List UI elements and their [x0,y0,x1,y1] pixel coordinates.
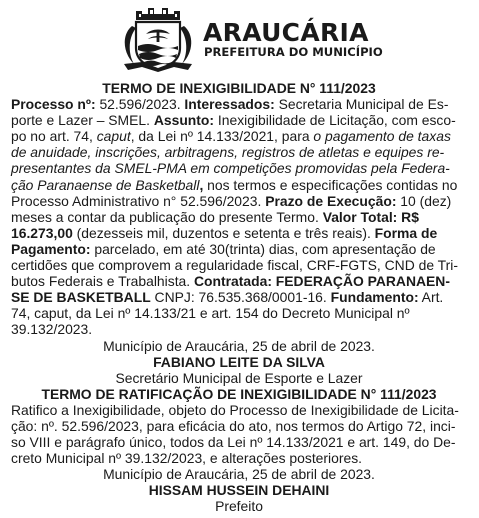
text-run: , [199,176,204,193]
text-line [11,450,467,466]
text-run: ção Paranaense de Basketball [11,176,200,193]
text-run: 16.273,00 [11,224,73,241]
signer-name: HISSAM HUSSEIN DEHAINI [148,482,330,499]
text-run: Forma de [374,224,438,241]
page-header [0,0,479,78]
text-run: 10 (dez) [396,192,452,209]
text-run: de anuidade, inscrições, arbitragens, registros de atletas e equipes re- [11,144,445,161]
text-line [11,241,467,257]
text-run: nos termos e especificações contidas no [203,176,458,193]
text-run: Processo Administrativo n° 52.596/2023. [11,192,266,209]
text-run: Interessados: [184,96,275,113]
signer-role: Secretário Municipal de Esporte e Lazer [115,369,363,386]
logo-title: ARAUCÁRIA [203,18,369,47]
text-run: CNPJ: 76.535.368/0001-16. [150,289,331,306]
document-body [11,80,467,515]
text-run: Art. [418,289,444,306]
signer-name: FABIANO LEITE DA SILVA [153,353,325,370]
text-line [11,434,467,450]
text-line [11,96,467,112]
termo-inexigibilidade-body [11,96,467,337]
logo-subtitle: PREFEITURA DO MUNICÍPIO [204,45,383,59]
text-line [11,257,467,273]
text-run: caput [96,128,131,145]
signer-role: Prefeito [215,498,263,515]
text-run: Ratifico a Inexigibilidade, objeto do Processo de Inexigibilidade de Licita- [11,401,459,418]
text-line [11,273,467,289]
text-run: Valor Total: R$ [322,208,419,225]
text-run: certidões que comprovem a regularidade fiscal, CRF-FGTS, CND de Tri- [11,257,458,274]
text-line [11,305,467,321]
text-run: Contratada: FEDERAÇÃO PARANAEN- [194,273,450,290]
text-run: presentantes da SMEL-PMA em competições promovidas pela Federa- [11,160,450,177]
text-run: meses a contar da publicação do presente Termo. [11,208,323,225]
text-line [11,144,467,160]
text-run: Assunto: [153,112,215,129]
text-line [11,177,467,193]
text-run: parcelado, em até 30(trinta) dias, com apresentação de [90,240,436,257]
text-line [11,193,467,209]
text-run: Processo nº: [11,96,96,113]
text-run: Prazo de Execução: [265,192,397,209]
text-line [11,160,467,176]
text-line [11,112,467,128]
text-run: SE DE BASKETBALL [11,289,151,306]
text-run: Secretaria Municipal de Es- [274,96,449,113]
text-line [11,209,467,225]
place-date: Município de Araucária, 25 de abril de 2023. [103,466,375,483]
termo-ratificacao-title: TERMO DE RATIFICAÇÃO DE INEXIGIBILIDADE N° 111/2023 [41,385,437,402]
coat-of-arms-logo [118,4,198,72]
text-run: (dezesseis mil, duzentos e setenta e três reais). [72,224,375,241]
text-run: Inexigibilidade de Licitação, com esco- [214,112,456,129]
text-run: 39.132/2023. [11,321,93,338]
termo-inexigibilidade-title: TERMO DE INEXIGIBILIDADE N° 111/2023 [102,80,376,96]
text-run: po no art. 74, [11,128,97,145]
text-line [11,128,467,144]
text-run: porte e Lazer – SMEL. [11,112,154,129]
text-line [11,289,467,305]
text-run: 74, caput, da Lei nº 14.133/21 e art. 154 do Decreto Municipal nº [11,305,410,322]
termo-ratificacao-body [11,402,467,466]
text-line [11,402,467,418]
text-line [11,225,467,241]
text-run: ção: nº. 52.596/2023, para eficácia do ato, nos termos do Artigo 72, inci- [11,417,456,434]
text-run: Pagamento: [11,240,91,257]
text-run: , da Lei nº 14.133/2021, para [130,128,314,145]
text-run: so VIII e parágrafo único, todos da Lei nº 14.133/2021 e art. 149, do De- [11,434,456,451]
text-run: creto Municipal nº 39.132/2023, e alterações posteriores. [11,450,363,467]
text-run: butos Federais e Trabalhista. [11,273,194,290]
text-run: o pagamento de taxas [313,128,451,145]
place-date: Município de Araucária, 25 de abril de 2023. [103,337,375,354]
text-run: 52.596/2023. [95,96,185,113]
text-line [11,418,467,434]
text-line [11,321,467,337]
text-run: Fundamento: [330,289,419,306]
